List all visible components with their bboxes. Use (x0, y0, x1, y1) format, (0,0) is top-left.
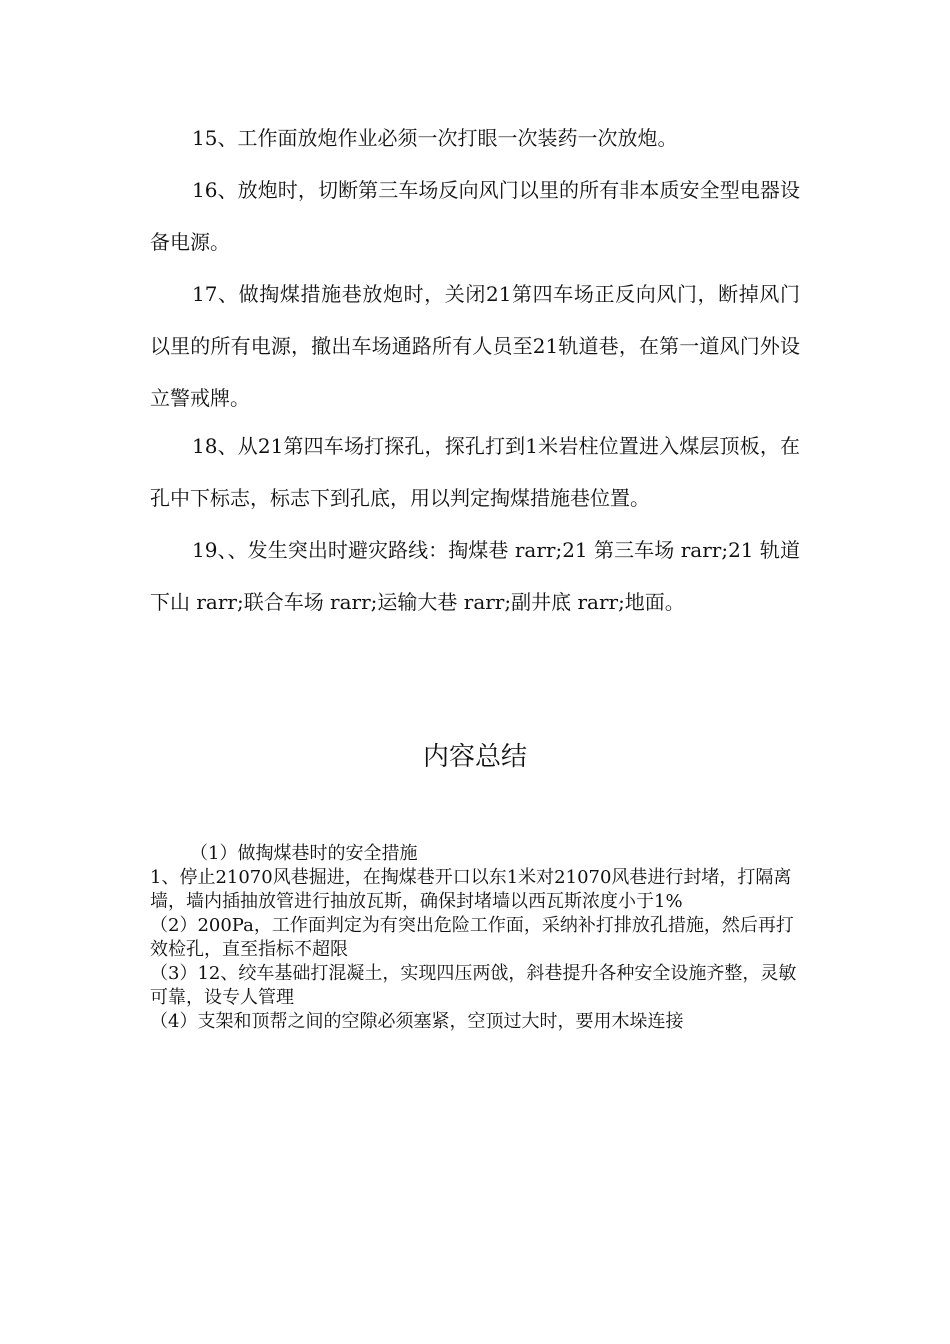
summary-line: 1、停止21070风巷掘进，在掏煤巷开口以东1米对21070风巷进行封堵，打隔离墙，墙内插抽放管进行抽放瓦斯，确保封堵墙以西瓦斯浓度小于1% (150, 867, 792, 912)
summary-line: （1）做掏煤巷时的安全措施 (190, 843, 418, 864)
paragraph-15: 15、工作面放炮作业必须一次打眼一次装药一次放炮。 (192, 126, 678, 150)
summary-block (150, 842, 800, 1034)
summary-line: （4）支架和顶帮之间的空隙必须塞紧，空顶过大时，要用木垛连接 (150, 1011, 684, 1032)
paragraph-18: 18、从21第四车场打探孔，探孔打到1米岩柱位置进入煤层顶板，在孔中下标志，标志下到孔底，用以判定掏煤措施巷位置。 (150, 434, 800, 510)
paragraph-17: 17、做掏煤措施巷放炮时，关闭21第四车场正反向风门，断掉风门以里的所有电源，撤出车场通路所有人员至21轨道巷，在第一道风门外设立警戒牌。 (150, 282, 800, 410)
paragraph-16: 16、放炮时，切断第三车场反向风门以里的所有非本质安全型电器设备电源。 (150, 178, 800, 254)
summary-title: 内容总结 (422, 742, 527, 772)
summary-line: （2）200Pa，工作面判定为有突出危险工作面，采纳补打排放孔措施，然后再打效检孔，直至指标不超限 (150, 915, 794, 960)
paragraph-19: 19、、发生突出时避灾路线：掏煤巷 rarr;21 第三车场 rarr;21 轨道下山 rarr;联合车场 rarr;运输大巷 rarr;副井底 rarr;地面。 (150, 538, 800, 614)
summary-line: （3）12、绞车基础打混凝土，实现四压两戗，斜巷提升各种安全设施齐整，灵敏可靠，设专人管理 (150, 963, 797, 1008)
